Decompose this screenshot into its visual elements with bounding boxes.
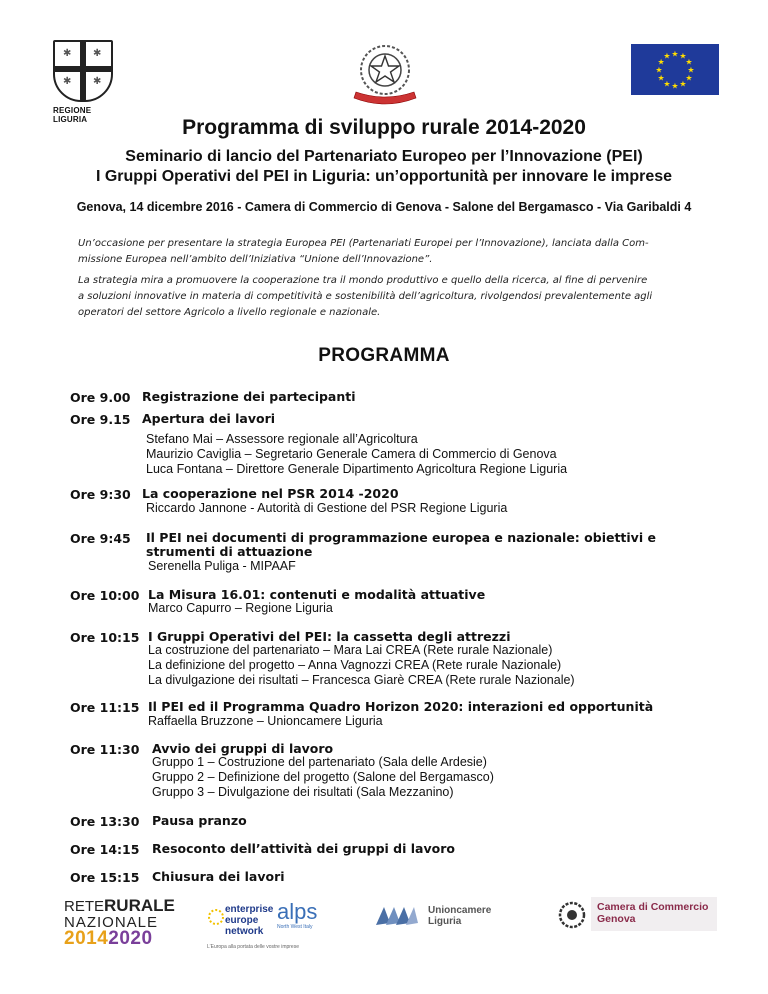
eu-star-icon: ★ — [679, 51, 687, 61]
session-title: Il PEI nei documenti di programmazione europea e nazionale: obiettivi e — [146, 530, 656, 545]
eu-star-icon: ★ — [685, 57, 693, 67]
session-title-continued: strumenti di attuazione — [146, 544, 313, 559]
time-label: Ore 9.15 — [70, 412, 131, 427]
eu-star-icon: ★ — [679, 79, 687, 89]
alps-logo: alps North West Italy — [277, 899, 318, 930]
time-label: Ore 13:30 — [70, 814, 140, 829]
regione-liguria-logo — [53, 40, 125, 124]
time-label: Ore 15:15 — [70, 870, 140, 885]
session-title: Apertura dei lavori — [142, 411, 276, 426]
eu-flag — [631, 44, 719, 95]
eu-star-icon: ★ — [663, 51, 671, 61]
programma-heading: PROGRAMMA — [318, 345, 450, 366]
eu-star-icon: ★ — [657, 57, 665, 67]
eu-star-icon: ★ — [657, 73, 665, 83]
een-stars-icon — [207, 908, 225, 926]
venue-line: Genova, 14 dicembre 2016 - Camera di Commercio di Genova - Salone del Bergamasco - Via Garibaldi 4 — [76, 200, 692, 214]
time-label: Ore 10:00 — [70, 588, 140, 603]
speaker-line: Gruppo 2 – Definizione del progetto (Salone del Bergamasco) — [152, 770, 494, 784]
region-label: REGIONE LIGURIA — [53, 106, 92, 124]
session-title: Registrazione dei partecipanti — [142, 389, 356, 404]
eu-star-icon: ★ — [663, 79, 671, 89]
speaker-line: La divulgazione dei risultati – Francesca Giarè CREA (Rete rurale Nazionale) — [148, 673, 575, 687]
speaker-line: Riccardo Jannone - Autorità di Gestione del PSR Regione Liguria — [146, 501, 508, 515]
unioncamere-liguria-logo: Unioncamere Liguria — [374, 901, 484, 931]
speaker-line: Stefano Mai – Assessore regionale all’Agricoltura — [146, 432, 418, 446]
page-title: Programma di sviluppo rurale 2014-2020 — [182, 116, 586, 139]
eu-star-icon: ★ — [685, 73, 693, 83]
speaker-line: La definizione del progetto – Anna Vagnozzi CREA (Rete rurale Nazionale) — [148, 658, 562, 672]
session-title: La cooperazione nel PSR 2014 -2020 — [142, 486, 399, 501]
speaker-line: Serenella Puliga - MIPAAF — [148, 559, 296, 573]
session-title: Il PEI ed il Programma Quadro Horizon 2020: interazioni ed opportunità — [148, 699, 654, 714]
unioncamere-flag-icon — [374, 903, 418, 929]
time-label: Ore 11:30 — [70, 742, 140, 757]
time-label: Ore 9.00 — [70, 390, 131, 405]
time-label: Ore 9:45 — [70, 531, 131, 546]
speaker-line: Raffaella Bruzzone – Unioncamere Liguria — [148, 714, 383, 728]
eu-star-icon: ★ — [671, 49, 679, 59]
enterprise-europe-network-logo: enterprise europe network — [207, 898, 277, 948]
speaker-line: Gruppo 1 – Costruzione del partenariato (Sala delle Ardesie) — [152, 755, 487, 769]
eu-star-icon: ★ — [655, 65, 663, 75]
eu-star-icon: ★ — [687, 65, 695, 75]
session-title: Avvio dei gruppi di lavoro — [152, 741, 334, 756]
eu-stars-icon — [631, 44, 719, 95]
intro-paragraph-2: La strategia mira a promuovere la cooperazione tra il mondo produttivo e quello della ricerca, al fine di pervenire a soluzioni innovative in materia di competitività e sostenibilità dell’agricoltura, rivolgendosi prevalentemente agli operatori del settore Agricolo a livello regionale e nazionale. — [78, 275, 653, 318]
subtitle-2: I Gruppi Operativi del PEI in Liguria: un’opportunità per innovare le imprese — [95, 168, 673, 185]
een-caption: L’Europa alla portata delle vostre imprese — [207, 944, 299, 950]
time-label: Ore 11:15 — [70, 700, 140, 715]
session-title: I Gruppi Operativi del PEI: la cassetta degli attrezzi — [148, 629, 511, 644]
eu-star-icon: ★ — [671, 81, 679, 91]
intro-paragraph-1: Un’occasione per presentare la strategia Europea PEI (Partenariati Europei per l’Innovazione), lanciata dalla Com- missione Europea nell’ambito dell’Iniziativa “Unione dell’Innovazione”. — [78, 238, 649, 265]
session-title: Chiusura dei lavori — [152, 869, 285, 884]
speaker-line: La costruzione del partenariato – Mara Lai CREA (Rete rurale Nazionale) — [148, 643, 553, 657]
time-label: Ore 14:15 — [70, 842, 140, 857]
camera-commercio-genova-logo: Camera di Commercio Genova — [557, 897, 717, 933]
italian-republic-emblem-icon — [346, 40, 424, 108]
speaker-line: Marco Capurro – Regione Liguria — [148, 601, 333, 615]
subtitle-1: Seminario di lancio del Partenariato Europeo per l’Innovazione (PEI) — [125, 148, 643, 165]
speaker-line: Gruppo 3 – Divulgazione dei risultati (Sala Mezzanino) — [152, 785, 454, 799]
liguria-shield-icon: ✱ ✱ ✱ ✱ — [53, 40, 113, 102]
session-title: La Misura 16.01: contenuti e modalità attuative — [148, 587, 486, 602]
session-title: Resoconto dell’attività dei gruppi di lavoro — [152, 841, 455, 856]
speaker-line: Maurizio Caviglia – Segretario Generale Camera di Commercio di Genova — [146, 447, 557, 461]
speaker-line: Luca Fontana – Direttore Generale Dipartimento Agricoltura Regione Liguria — [146, 462, 568, 476]
time-label: Ore 10:15 — [70, 630, 140, 645]
time-label: Ore 9:30 — [70, 487, 131, 502]
rete-rurale-logo: RETERURALE NAZIONALE 20142020 — [64, 896, 175, 949]
session-title: Pausa pranzo — [152, 813, 247, 828]
camera-seal-icon — [557, 900, 587, 930]
